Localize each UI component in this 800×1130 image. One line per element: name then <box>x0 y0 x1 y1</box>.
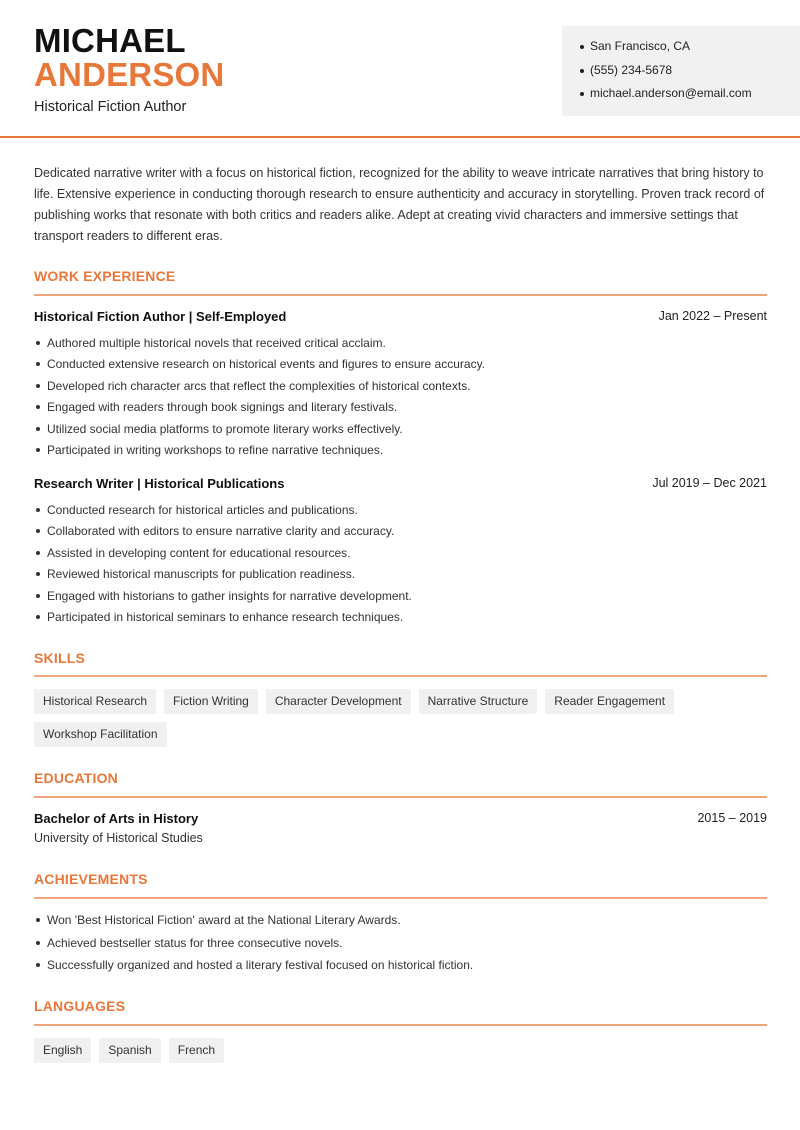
education-school: University of Historical Studies <box>34 831 203 845</box>
achievement-item: Successfully organized and hosted a literary festival focused on historical fiction. <box>34 957 767 980</box>
contact-email: michael.anderson@email.com <box>580 85 752 109</box>
contact-phone: (555) 234-5678 <box>580 62 752 86</box>
contact-location: San Francisco, CA <box>580 38 752 62</box>
achievement-item: Achieved bestseller status for three consecutive novels. <box>34 935 767 958</box>
education-divider <box>34 796 767 798</box>
language-tag: Spanish <box>99 1038 160 1063</box>
work-experience-heading: WORK EXPERIENCE <box>34 268 176 284</box>
skill-tag: Character Development <box>266 689 411 714</box>
language-tags <box>34 1038 774 1071</box>
job-bullet: Conducted extensive research on historical events and figures to ensure accuracy. <box>34 356 767 377</box>
language-tag: French <box>169 1038 224 1063</box>
job-bullet: Conducted research for historical articles and publications. <box>34 502 767 523</box>
resume-header <box>0 0 800 138</box>
job-bullet: Engaged with historians to gather insights for narrative development. <box>34 588 767 609</box>
achievements-divider <box>34 897 767 899</box>
job-bullet: Utilized social media platforms to promote literary works effectively. <box>34 421 767 442</box>
skill-tag: Fiction Writing <box>164 689 258 714</box>
summary-paragraph: Dedicated narrative writer with a focus on historical fiction, recognized for the ability to weave intricate narratives that bring history to life. Extensive experience in conducting thorough research to ensure authenticity and accuracy in storytelling. Proven track record of publishing works that resonate with both critics and readers alike. Adept at creating vivid characters and immersive settings that transport readers to different eras. <box>34 166 765 243</box>
skills-divider <box>34 675 767 677</box>
job-role: Research Writer | Historical Publications <box>34 476 285 491</box>
skill-tag: Workshop Facilitation <box>34 722 167 747</box>
contact-box <box>562 26 800 116</box>
skill-tag: Historical Research <box>34 689 156 714</box>
last-name: ANDERSON <box>34 56 225 93</box>
achievement-item: Won 'Best Historical Fiction' award at the National Literary Awards. <box>34 912 767 935</box>
achievements-heading: ACHIEVEMENTS <box>34 871 148 887</box>
work-experience-divider <box>34 294 767 296</box>
job-bullet: Reviewed historical manuscripts for publication readiness. <box>34 566 767 587</box>
first-name: MICHAEL <box>34 22 186 59</box>
professional-title: Historical Fiction Author <box>34 99 187 115</box>
job-role: Historical Fiction Author | Self-Employed <box>34 309 287 324</box>
achievement-bullets <box>34 912 767 980</box>
job-bullet: Assisted in developing content for educational resources. <box>34 545 767 566</box>
education-degree: Bachelor of Arts in History <box>34 811 199 826</box>
education-dates: 2015 – 2019 <box>697 811 767 825</box>
job-bullet: Participated in historical seminars to enhance research techniques. <box>34 609 767 630</box>
job-bullet: Authored multiple historical novels that received critical acclaim. <box>34 335 767 356</box>
languages-heading: LANGUAGES <box>34 998 126 1014</box>
job-dates: Jul 2019 – Dec 2021 <box>652 476 767 490</box>
skills-heading: SKILLS <box>34 650 85 666</box>
language-tag: English <box>34 1038 91 1063</box>
job-header <box>34 309 767 327</box>
education-heading: EDUCATION <box>34 770 118 786</box>
job-bullets <box>34 502 767 630</box>
skill-tag: Reader Engagement <box>545 689 674 714</box>
skills-tags <box>34 689 774 755</box>
job-header <box>34 476 767 494</box>
job-bullet: Participated in writing workshops to refine narrative techniques. <box>34 442 767 463</box>
job-bullets <box>34 335 767 463</box>
job-bullet: Developed rich character arcs that reflect the complexities of historical contexts. <box>34 378 767 399</box>
contact-list <box>580 38 752 109</box>
skill-tag: Narrative Structure <box>419 689 538 714</box>
job-dates: Jan 2022 – Present <box>658 309 767 323</box>
job-bullet: Collaborated with editors to ensure narrative clarity and accuracy. <box>34 523 767 544</box>
languages-divider <box>34 1024 767 1026</box>
job-bullet: Engaged with readers through book signings and literary festivals. <box>34 399 767 420</box>
